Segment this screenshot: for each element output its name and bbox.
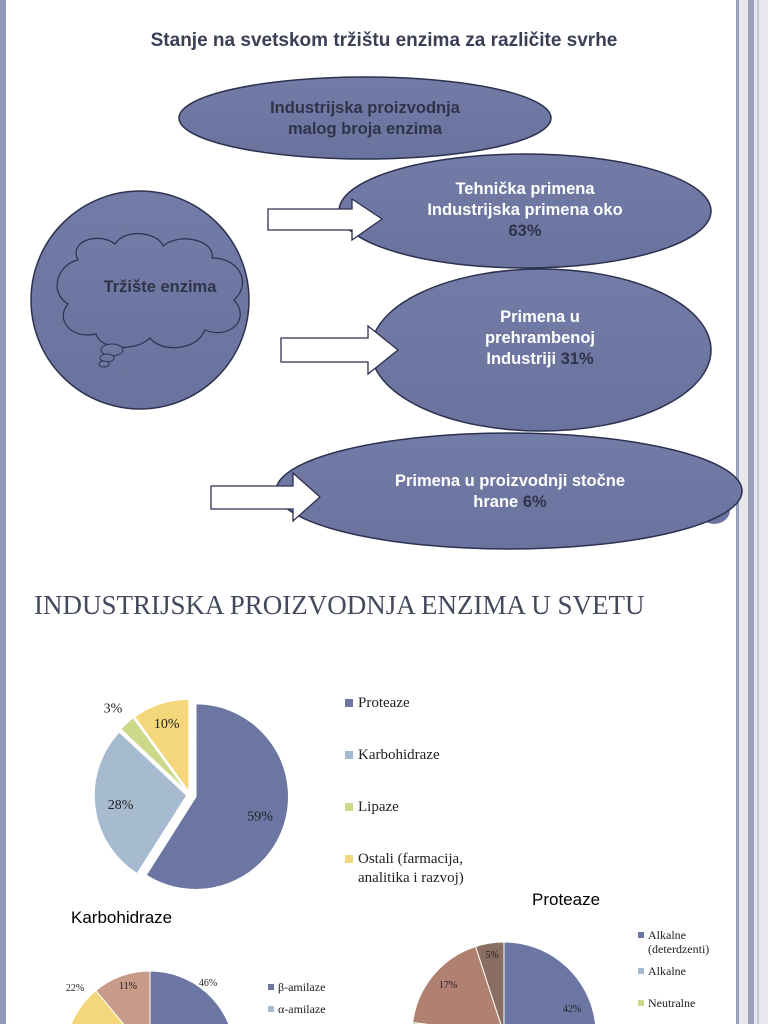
- legend-item-neutralne: Neutralne: [638, 996, 709, 1010]
- pie-label-2: 3%: [103, 701, 123, 717]
- diagram-title: Stanje na svetskom tržištu enzima za različite svrhe: [150, 30, 618, 51]
- food-text: Primena u prehrambenoj Industriji 31%: [484, 308, 596, 368]
- karbohidraze-pie-chart: [40, 964, 300, 1024]
- section-title: INDUSTRIJSKA PROIZVODNJA ENZIMA U SVETU: [34, 590, 645, 620]
- legend-item-beta-amilaze: β-amilaze: [268, 980, 326, 994]
- karb-slice-0: [150, 971, 235, 1024]
- karbohidraze-legend: [268, 980, 326, 1016]
- proteaze-legend: [638, 928, 709, 1010]
- thought-bubble: [99, 361, 109, 367]
- technical-text: Tehnička primena Industrijska primena oko 63%: [427, 180, 623, 240]
- legend-item-lipaze: Lipaze: [345, 798, 585, 817]
- market-label: Tržište enzima: [103, 278, 217, 296]
- legend-item-karbohidraze: Karbohidraze: [345, 746, 585, 765]
- feed-text: Primena u proizvodnji stočne hrane 6%: [394, 472, 626, 511]
- karb-label: 46%: [198, 978, 218, 989]
- proteaze-pie-chart: [400, 934, 640, 1024]
- legend-item-alkalne-deterdzenti: Alkalne (deterdzenti): [638, 928, 709, 956]
- legend-item-proteaze: Proteaze: [345, 694, 585, 713]
- prot-label: 5%: [485, 950, 499, 961]
- industry-pie-chart: [80, 685, 310, 905]
- pie-label-0: 59%: [247, 809, 273, 825]
- karb-label: 22%: [65, 983, 85, 994]
- karbohidraze-chart-title: Karbohidraze: [71, 908, 173, 927]
- prot-label: 42%: [562, 1004, 582, 1015]
- prot-label: 17%: [438, 980, 458, 991]
- legend-item-alkalne: Alkalne: [638, 964, 709, 978]
- proteaze-chart-title: Proteaze: [532, 890, 601, 909]
- legend-item-ostali: Ostali (farmacija, analitika i razvoj): [345, 850, 585, 888]
- karb-label: 11%: [119, 981, 137, 992]
- prot-slice-0: [504, 942, 596, 1024]
- legend-item-alfa-amilaze: α-amilaze: [268, 1002, 326, 1016]
- pie-legend: [345, 694, 585, 921]
- pie-label-3: 10%: [153, 717, 180, 733]
- pie-label-1: 28%: [107, 797, 134, 813]
- top-ellipse-text: Industrijska proizvodnja malog broja enzima: [270, 99, 460, 138]
